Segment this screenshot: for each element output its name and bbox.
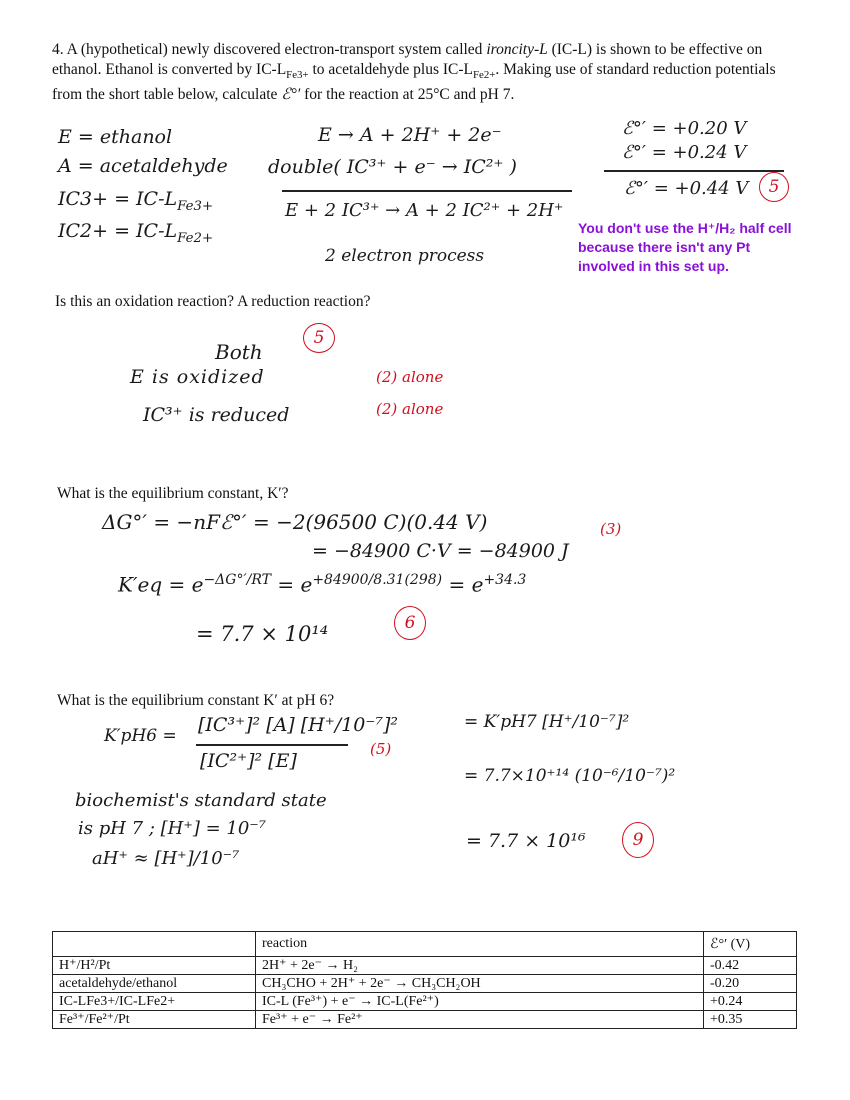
kph6-denominator: [IC²⁺]² [E] bbox=[200, 750, 297, 772]
score-circle-2: 5 bbox=[303, 323, 335, 353]
kph6-result: = 7.7 × 10¹⁶ bbox=[466, 830, 586, 852]
ic-reduced: IC³⁺ is reduced bbox=[143, 404, 290, 426]
problem-number: 4. bbox=[52, 41, 64, 58]
partial-credit-2: (2) alone bbox=[376, 400, 444, 418]
delta-g-eq2: = −84900 C·V = −84900 J bbox=[312, 540, 569, 562]
problem-intro-d: . Making use of standard reduction potentials from the short table below, calculate bbox=[52, 61, 776, 104]
def-ethanol: E = ethanol bbox=[58, 126, 173, 148]
system-name: ironcity-L bbox=[486, 41, 548, 58]
problem-statement bbox=[52, 40, 802, 105]
potential-total: ℰ°′ = +0.44 V bbox=[624, 178, 749, 199]
question-equilibrium: What is the equilibrium constant, K′? bbox=[57, 485, 289, 502]
couple-cell: acetaldehyde/ethanol bbox=[53, 975, 256, 993]
eo-cell: -0.20 bbox=[704, 975, 797, 993]
potential-sum-line bbox=[604, 170, 784, 172]
header-reaction: reaction bbox=[256, 932, 704, 957]
couple-cell: Fe³⁺/Fe²⁺/Pt bbox=[53, 1011, 256, 1029]
score-circle-final: 9 bbox=[622, 822, 654, 858]
sum-line bbox=[282, 190, 572, 192]
problem-intro-b: (IC-L) is shown to be effective on ethanol. Ethanol is converted by IC-L bbox=[52, 41, 763, 78]
overall-reaction: E + 2 IC³⁺ → A + 2 IC²⁺ + 2H⁺ bbox=[285, 200, 564, 221]
question-oxidation: Is this an oxidation reaction? A reduction reaction? bbox=[55, 293, 371, 310]
eo-cell: -0.42 bbox=[704, 957, 797, 975]
potential-1: ℰ°′ = +0.20 V bbox=[622, 118, 747, 139]
fe3-subscript: Fe3+ bbox=[286, 69, 309, 82]
e-oxidized: E is oxidized bbox=[130, 366, 265, 388]
couple-cell: H⁺/H²/Pt bbox=[53, 957, 256, 975]
half-reaction-ic: double( IC³⁺ + e⁻ → IC²⁺ ) bbox=[268, 156, 517, 178]
score-circle-k: 6 bbox=[394, 606, 426, 640]
delta-g-eq1: ΔG°′ = −nFℰ°′ = −2(96500 C)(0.44 V) bbox=[102, 510, 488, 534]
reaction-cell: CH₃CHO + 2H⁺ + 2e⁻ → CH₃CH₂OH bbox=[256, 975, 704, 993]
reaction-cell: 2H⁺ + 2e⁻ → H₂ bbox=[256, 957, 704, 975]
header-couple bbox=[53, 932, 256, 957]
reaction-cell: Fe³⁺ + e⁻ → Fe²⁺ bbox=[256, 1011, 704, 1029]
def-ic3: $IC3+ = IC-L_{Fe3+}$ bbox=[58, 188, 214, 214]
keq-result: = 7.7 × 10¹⁴ bbox=[196, 622, 329, 646]
reaction-cell: IC-L (Fe³⁺) + e⁻ → IC-L(Fe²⁺) bbox=[256, 993, 704, 1011]
question-ph6: What is the equilibrium constant K′ at pH 6? bbox=[57, 692, 335, 709]
eo-cell: +0.24 bbox=[704, 993, 797, 1011]
table-row bbox=[53, 957, 797, 975]
answer-both: Both bbox=[215, 340, 263, 364]
def-acetaldehyde: A = acetaldehyde bbox=[58, 155, 228, 177]
header-eo: ℰ°′ (V) bbox=[704, 932, 797, 957]
kph6-lhs: K′pH6 = bbox=[104, 726, 177, 746]
fe2-subscript: Fe2+ bbox=[472, 69, 496, 82]
biochem-note-1: biochemist's standard state bbox=[75, 790, 327, 811]
table-header-row bbox=[53, 932, 797, 957]
kph6-step: = 7.7×10⁺¹⁴ (10⁻⁶/10⁻⁷)² bbox=[464, 766, 676, 786]
reduction-potential-table bbox=[52, 931, 797, 1029]
potential-2: ℰ°′ = +0.24 V bbox=[622, 142, 747, 163]
eo-symbol: ℰ°′ bbox=[281, 86, 301, 104]
couple-cell: IC-LFe3+/IC-LFe2+ bbox=[53, 993, 256, 1011]
biochem-note-2: is pH 7 ; [H⁺] = 10⁻⁷ bbox=[78, 818, 267, 839]
def-ic2: $IC2+ = IC-L_{Fe2+}$ bbox=[58, 220, 214, 246]
kph6-rhs: = K′pH7 [H⁺/10⁻⁷]² bbox=[464, 712, 630, 732]
table-row bbox=[53, 993, 797, 1011]
score-dg: (3) bbox=[600, 520, 622, 538]
two-electron-note: 2 electron process bbox=[325, 246, 485, 266]
biochem-note-3: aH⁺ ≈ [H⁺]/10⁻⁷ bbox=[92, 848, 240, 869]
score-circle-1: 5 bbox=[759, 172, 789, 202]
eo-cell: +0.35 bbox=[704, 1011, 797, 1029]
table-row bbox=[53, 975, 797, 993]
problem-intro-c: to acetaldehyde plus IC-L bbox=[308, 61, 473, 78]
problem-intro-a: A (hypothetical) newly discovered electron-transport system called bbox=[66, 41, 487, 58]
kph6-numerator: [IC³⁺]² [A] [H⁺/10⁻⁷]² bbox=[198, 714, 399, 736]
partial-credit-1: (2) alone bbox=[376, 368, 444, 386]
keq-expression: $K'eq = e^{-\Delta G^\circ'/RT} = e^{+84900/8.31(298)} = e^{+34.3}$ bbox=[118, 572, 527, 597]
problem-intro-e: for the reaction at 25°C and pH 7. bbox=[300, 86, 515, 104]
table-row bbox=[53, 1011, 797, 1029]
fraction-bar bbox=[196, 744, 348, 746]
half-reaction-ethanol: E → A + 2H⁺ + 2e⁻ bbox=[318, 124, 502, 146]
instructor-note: You don't use the H⁺/H₂ half cell because there isn't any Pt involved in this set up. bbox=[578, 220, 792, 274]
score-kph6: (5) bbox=[370, 740, 392, 758]
